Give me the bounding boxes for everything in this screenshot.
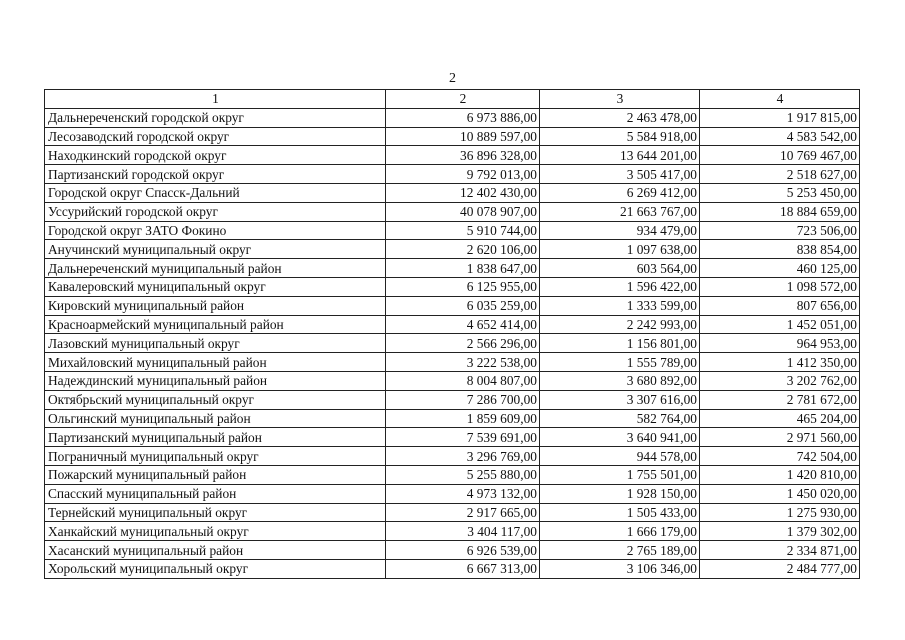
amount-cell-col4: 2 484 777,00: [700, 559, 860, 578]
amount-cell-col2: 7 286 700,00: [386, 390, 540, 409]
amount-cell-col2: 6 667 313,00: [386, 559, 540, 578]
amount-cell-col3: 3 307 616,00: [540, 390, 700, 409]
amount-cell-col2: 6 125 955,00: [386, 277, 540, 296]
amount-cell-col4: 2 781 672,00: [700, 390, 860, 409]
table-row: [45, 127, 860, 146]
municipality-name-cell: Октябрьский муниципальный округ: [45, 390, 386, 409]
amount-cell-col4: 4 583 542,00: [700, 127, 860, 146]
amount-cell-col2: 9 792 013,00: [386, 165, 540, 184]
amount-cell-col2: 40 078 907,00: [386, 202, 540, 221]
amount-cell-col3: 1 097 638,00: [540, 240, 700, 259]
amount-cell-col4: 3 202 762,00: [700, 371, 860, 390]
municipality-name-cell: Ханкайский муниципальный округ: [45, 522, 386, 541]
amount-cell-col3: 1 596 422,00: [540, 277, 700, 296]
municipality-name-cell: Лазовский муниципальный округ: [45, 334, 386, 353]
page-number: 2: [449, 71, 456, 86]
amount-cell-col3: 3 640 941,00: [540, 428, 700, 447]
municipality-name-cell: Пограничный муниципальный округ: [45, 447, 386, 466]
amount-cell-col2: 6 035 259,00: [386, 296, 540, 315]
amount-cell-col2: 2 620 106,00: [386, 240, 540, 259]
table-row: [45, 428, 860, 447]
amount-cell-col3: 1 333 599,00: [540, 296, 700, 315]
amount-cell-col4: 1 412 350,00: [700, 353, 860, 372]
table-row: [45, 240, 860, 259]
municipality-name-cell: Уссурийский городской округ: [45, 202, 386, 221]
municipality-name-cell: Находкинский городской округ: [45, 146, 386, 165]
amount-cell-col3: 3 680 892,00: [540, 371, 700, 390]
amount-cell-col4: 1 098 572,00: [700, 277, 860, 296]
amount-cell-col2: 5 910 744,00: [386, 221, 540, 240]
table-row: [45, 484, 860, 503]
amount-cell-col2: 36 896 328,00: [386, 146, 540, 165]
municipality-name-cell: Дальнереченский городской округ: [45, 108, 386, 127]
column-header: 1: [45, 90, 386, 109]
amount-cell-col4: 2 971 560,00: [700, 428, 860, 447]
municipality-name-cell: Красноармейский муниципальный район: [45, 315, 386, 334]
table-row: [45, 353, 860, 372]
amount-cell-col3: 3 106 346,00: [540, 559, 700, 578]
table-row: [45, 541, 860, 560]
amount-cell-col4: 465 204,00: [700, 409, 860, 428]
amount-cell-col3: 2 765 189,00: [540, 541, 700, 560]
municipality-name-cell: Городской округ ЗАТО Фокино: [45, 221, 386, 240]
municipality-name-cell: Тернейский муниципальный округ: [45, 503, 386, 522]
amount-cell-col3: 944 578,00: [540, 447, 700, 466]
municipality-name-cell: Кировский муниципальный район: [45, 296, 386, 315]
amount-cell-col3: 1 755 501,00: [540, 465, 700, 484]
municipality-name-cell: Партизанский городской округ: [45, 165, 386, 184]
amount-cell-col2: 1 859 609,00: [386, 409, 540, 428]
amount-cell-col2: 1 838 647,00: [386, 259, 540, 278]
amount-cell-col4: 1 379 302,00: [700, 522, 860, 541]
municipality-name-cell: Надеждинский муниципальный район: [45, 371, 386, 390]
amount-cell-col4: 1 452 051,00: [700, 315, 860, 334]
table-row: [45, 202, 860, 221]
table-row: [45, 371, 860, 390]
table-row: [45, 559, 860, 578]
amount-cell-col2: 3 296 769,00: [386, 447, 540, 466]
amount-cell-col4: 10 769 467,00: [700, 146, 860, 165]
amount-cell-col2: 12 402 430,00: [386, 183, 540, 202]
amount-cell-col3: 1 928 150,00: [540, 484, 700, 503]
amount-cell-col2: 4 652 414,00: [386, 315, 540, 334]
amount-cell-col4: 18 884 659,00: [700, 202, 860, 221]
amount-cell-col3: 1 156 801,00: [540, 334, 700, 353]
table-row: [45, 277, 860, 296]
amount-cell-col2: 2 917 665,00: [386, 503, 540, 522]
amount-cell-col2: 7 539 691,00: [386, 428, 540, 447]
amount-cell-col4: 1 275 930,00: [700, 503, 860, 522]
amount-cell-col3: 3 505 417,00: [540, 165, 700, 184]
table-row: [45, 447, 860, 466]
amount-cell-col3: 603 564,00: [540, 259, 700, 278]
table-row: [45, 390, 860, 409]
table-row: [45, 409, 860, 428]
municipality-name-cell: Городской округ Спасск-Дальний: [45, 183, 386, 202]
amount-cell-col4: 1 450 020,00: [700, 484, 860, 503]
amount-cell-col4: 1 420 810,00: [700, 465, 860, 484]
column-header: 2: [386, 90, 540, 109]
table-body: [45, 108, 860, 578]
amount-cell-col2: 5 255 880,00: [386, 465, 540, 484]
table-row: [45, 334, 860, 353]
amount-cell-col3: 582 764,00: [540, 409, 700, 428]
municipality-name-cell: Михайловский муниципальный район: [45, 353, 386, 372]
table-row: [45, 296, 860, 315]
table-row: [45, 108, 860, 127]
amount-cell-col4: 742 504,00: [700, 447, 860, 466]
header-row: [45, 90, 860, 109]
municipality-name-cell: Ольгинский муниципальный район: [45, 409, 386, 428]
amount-cell-col4: 460 125,00: [700, 259, 860, 278]
amount-cell-col4: 2 518 627,00: [700, 165, 860, 184]
table-row: [45, 315, 860, 334]
amount-cell-col4: 964 953,00: [700, 334, 860, 353]
amount-cell-col4: 838 854,00: [700, 240, 860, 259]
amount-cell-col4: 5 253 450,00: [700, 183, 860, 202]
amount-cell-col3: 6 269 412,00: [540, 183, 700, 202]
amount-cell-col3: 1 666 179,00: [540, 522, 700, 541]
municipality-name-cell: Хасанский муниципальный район: [45, 541, 386, 560]
municipality-name-cell: Дальнереченский муниципальный район: [45, 259, 386, 278]
table-row: [45, 503, 860, 522]
amount-cell-col2: 6 973 886,00: [386, 108, 540, 127]
amount-cell-col4: 807 656,00: [700, 296, 860, 315]
amount-cell-col3: 934 479,00: [540, 221, 700, 240]
amount-cell-col3: 2 463 478,00: [540, 108, 700, 127]
amount-cell-col4: 2 334 871,00: [700, 541, 860, 560]
municipality-name-cell: Партизанский муниципальный район: [45, 428, 386, 447]
municipality-name-cell: Кавалеровский муниципальный округ: [45, 277, 386, 296]
municipality-name-cell: Хорольский муниципальный округ: [45, 559, 386, 578]
data-table: [44, 89, 860, 579]
amount-cell-col3: 13 644 201,00: [540, 146, 700, 165]
amount-cell-col2: 6 926 539,00: [386, 541, 540, 560]
table-row: [45, 146, 860, 165]
table-row: [45, 221, 860, 240]
table-row: [45, 259, 860, 278]
amount-cell-col2: 10 889 597,00: [386, 127, 540, 146]
amount-cell-col3: 21 663 767,00: [540, 202, 700, 221]
amount-cell-col3: 1 505 433,00: [540, 503, 700, 522]
amount-cell-col2: 3 222 538,00: [386, 353, 540, 372]
amount-cell-col3: 2 242 993,00: [540, 315, 700, 334]
column-header: 4: [700, 90, 860, 109]
amount-cell-col3: 1 555 789,00: [540, 353, 700, 372]
table-row: [45, 183, 860, 202]
municipality-name-cell: Лесозаводский городской округ: [45, 127, 386, 146]
municipality-name-cell: Пожарский муниципальный район: [45, 465, 386, 484]
municipality-name-cell: Анучинский муниципальный округ: [45, 240, 386, 259]
column-header: 3: [540, 90, 700, 109]
amount-cell-col2: 3 404 117,00: [386, 522, 540, 541]
municipality-name-cell: Спасский муниципальный район: [45, 484, 386, 503]
amount-cell-col4: 1 917 815,00: [700, 108, 860, 127]
amount-cell-col2: 2 566 296,00: [386, 334, 540, 353]
table-row: [45, 165, 860, 184]
amount-cell-col2: 4 973 132,00: [386, 484, 540, 503]
amount-cell-col4: 723 506,00: [700, 221, 860, 240]
amount-cell-col2: 8 004 807,00: [386, 371, 540, 390]
amount-cell-col3: 5 584 918,00: [540, 127, 700, 146]
table-row: [45, 522, 860, 541]
table-row: [45, 465, 860, 484]
